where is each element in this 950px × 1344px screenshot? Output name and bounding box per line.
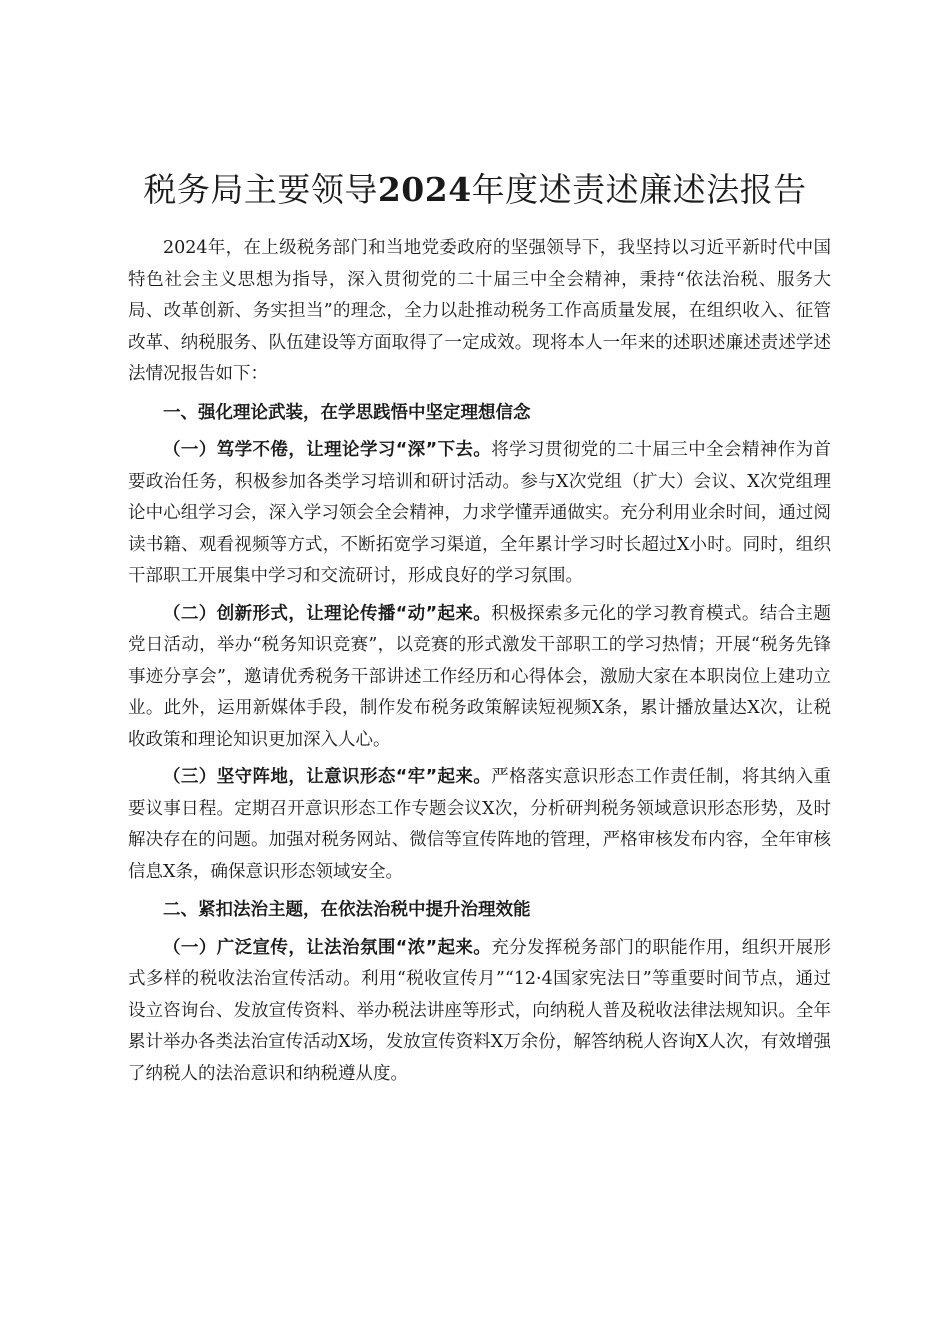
section-1-item-1 bbox=[128, 435, 831, 593]
document-title bbox=[0, 168, 950, 212]
item-text: 将学习贯彻党的二十届三中全会精神作为首要政治任务，积极参加各类学习培训和研讨活动。参与X次党组（扩大）会议、X次党组理论中心组学习会，深入学习领会全会精神，力求学懂弄通做实。充分利用业余时间，通过阅读书籍、观看视频等方式，不断拓宽学习渠道，全年累计学习时长超过X小时。同时，组织干部职工开展集中学习和交流研讨，形成良好的学习氛围。 bbox=[128, 440, 831, 586]
item-text: 充分发挥税务部门的职能作用，组织开展形式多样的税收法治宣传活动。利用“税收宣传月”“12·4国家宪法日”等重要时间节点，通过设立咨询台、发放宣传资料、举办税法讲座等形式，向纳税人普及税收法律法规知识。全年累计举办各类法治宣传活动X场，发放宣传资料X万余份，解答纳税人咨询X人次，有效增强了纳税人的法治意识和纳税遵从度。 bbox=[128, 937, 831, 1084]
item-lead: （一）笃学不倦，让理论学习“深”下去。 bbox=[163, 440, 492, 460]
title-part-2: 年度述责述廉述法报告 bbox=[471, 170, 807, 209]
title-year: 2024 bbox=[377, 170, 472, 209]
item-lead: （二）创新形式，让理论传播“动”起来。 bbox=[163, 603, 492, 624]
title-part-1: 税务局主要领导 bbox=[143, 170, 378, 209]
item-text: 严格落实意识形态工作责任制，将其纳入重要议事日程。定期召开意识形态工作专题会议X次，分析研判税务领域意识形态形势，及时解决存在的问题。加强对税务网站、微信等宣传阵地的管理，严格审核发布内容，全年审核信息X条，确保意识形态领域安全。 bbox=[128, 767, 831, 882]
section-1-heading: 一、强化理论武装，在学思践悟中坚定理想信念 bbox=[163, 402, 531, 423]
section-2-item-1 bbox=[128, 933, 831, 1091]
section-1-item-2 bbox=[128, 599, 831, 757]
document-body bbox=[128, 233, 831, 1090]
item-lead: （一）广泛宣传，让法治氛围“浓”起来。 bbox=[163, 937, 492, 958]
item-text: 积极探索多元化的学习教育模式。结合主题党日活动，举办“税务知识竞赛”，以竞赛的形式激发干部职工的学习热情；开展“税务先锋事迹分享会”，邀请优秀税务干部讲述工作经历和心得体会，激励大家在本职岗位上建功立业。此外，运用新媒体手段，制作发布税务政策解读短视频X条，累计播放量达X次，让税收政策和理论知识更加深入人心。 bbox=[128, 603, 831, 750]
section-1-item-3 bbox=[128, 762, 831, 888]
item-lead: （三）坚守阵地，让意识形态“牢”起来。 bbox=[163, 767, 492, 787]
section-2-heading: 二、紧扣法治主题，在依法治税中提升治理效能 bbox=[163, 900, 531, 920]
intro-paragraph: 2024年，在上级税务部门和当地党委政府的坚强领导下，我坚持以习近平新时代中国特色社会主义思想为指导，深入贯彻党的二十届三中全会精神，秉持“依法治税、服务大局、改革创新、务实担当”的理念，全力以赴推动税务工作高质量发展，在组织收入、征管改革、纳税服务、队伍建设等方面取得了一定成效。现将本人一年来的述职述廉述责述学述法情况报告如下： bbox=[128, 238, 831, 384]
